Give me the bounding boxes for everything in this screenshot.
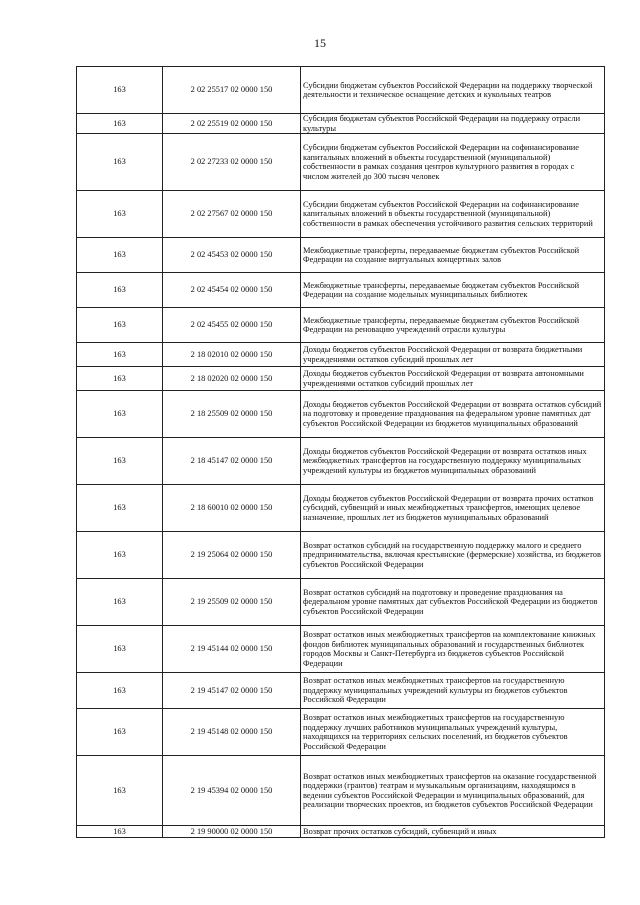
budget-code-cell: 2 19 45147 02 0000 150 (163, 673, 301, 709)
table-row (77, 579, 605, 626)
table-row (77, 709, 605, 756)
table-row (77, 673, 605, 709)
table-row (77, 273, 605, 308)
budget-code-cell: 2 18 45147 02 0000 150 (163, 438, 301, 485)
revenue-name-cell: Межбюджетные трансферты, передаваемые бюджетам субъектов Российской Федерации на реновацию учреждений отрасли культуры (301, 308, 605, 343)
admin-code-cell: 163 (77, 756, 163, 826)
revenue-name-cell: Возврат остатков иных межбюджетных трансфертов на государственную поддержку лучших работников муниципальных учреждений культуры, находящихся на территориях сельских поселений, из бюджетов субъектов Российской Федерации (301, 709, 605, 756)
admin-code-cell: 163 (77, 134, 163, 191)
revenue-name-cell: Доходы бюджетов субъектов Российской Федерации от возврата остатков субсидий на подготовку и проведение празднования на федеральном уровне памятных дат субъектов Российской Федерации из бюджетов муниципальных образований (301, 391, 605, 438)
budget-code-cell: 2 02 45453 02 0000 150 (163, 238, 301, 273)
admin-code-cell: 163 (77, 826, 163, 838)
budget-code-cell: 2 02 27233 02 0000 150 (163, 134, 301, 191)
budget-code-cell: 2 19 45148 02 0000 150 (163, 709, 301, 756)
admin-code-cell: 163 (77, 709, 163, 756)
admin-code-cell: 163 (77, 343, 163, 367)
budget-code-cell: 2 18 60010 02 0000 150 (163, 485, 301, 532)
revenue-name-cell: Возврат прочих остатков субсидий, субвенций и иных (301, 826, 605, 838)
admin-code-cell: 163 (77, 191, 163, 238)
admin-code-cell: 163 (77, 532, 163, 579)
admin-code-cell: 163 (77, 485, 163, 532)
admin-code-cell: 163 (77, 273, 163, 308)
budget-code-cell: 2 19 25509 02 0000 150 (163, 579, 301, 626)
budget-code-cell: 2 19 25064 02 0000 150 (163, 532, 301, 579)
admin-code-cell: 163 (77, 114, 163, 134)
budget-code-cell: 2 19 45394 02 0000 150 (163, 756, 301, 826)
revenue-name-cell: Межбюджетные трансферты, передаваемые бюджетам субъектов Российской Федерации на создание модельных муниципальных библиотек (301, 273, 605, 308)
revenue-name-cell: Возврат остатков субсидий на государственную поддержку малого и среднего предпринимательства, включая крестьянские (фермерские) хозяйства, из бюджетов субъектов Российской Федерации (301, 532, 605, 579)
admin-code-cell: 163 (77, 673, 163, 709)
admin-code-cell: 163 (77, 367, 163, 391)
revenue-name-cell: Доходы бюджетов субъектов Российской Федерации от возврата бюджетными учреждениями остатков субсидий прошлых лет (301, 343, 605, 367)
table-row (77, 343, 605, 367)
budget-code-cell: 2 02 25519 02 0000 150 (163, 114, 301, 134)
admin-code-cell: 163 (77, 308, 163, 343)
admin-code-cell: 163 (77, 67, 163, 114)
table-row (77, 826, 605, 838)
page-number: 15 (314, 36, 326, 50)
table-row (77, 67, 605, 114)
revenue-name-cell: Возврат остатков иных межбюджетных трансфертов на комплектование книжных фондов библиотек муниципальных образований и государственных библиотек городов Москвы и Санкт-Петербурга из бюджетов субъектов Российской Федерации (301, 626, 605, 673)
table-row (77, 485, 605, 532)
revenue-name-cell: Субсидия бюджетам субъектов Российской Федерации на поддержку отрасли культуры (301, 114, 605, 134)
admin-code-cell: 163 (77, 438, 163, 485)
admin-code-cell: 163 (77, 626, 163, 673)
budget-code-cell: 2 02 45455 02 0000 150 (163, 308, 301, 343)
revenue-name-cell: Возврат остатков иных межбюджетных трансфертов на оказание государственной поддержки (грантов) театрам и музыкальным организациям, находящимся в ведении субъектов Российской Федерации и муниципальных образований, для реализации творческих проектов, из бюджетов субъектов Российской Федерации (301, 756, 605, 826)
budget-code-cell: 2 02 25517 02 0000 150 (163, 67, 301, 114)
table-row (77, 238, 605, 273)
table-row (77, 367, 605, 391)
budget-code-cell: 2 02 45454 02 0000 150 (163, 273, 301, 308)
table-row (77, 756, 605, 826)
revenue-name-cell: Возврат остатков субсидий на подготовку и проведение празднования на федеральном уровне памятных дат субъектов Российской Федерации из бюджетов субъектов Российской Федерации (301, 579, 605, 626)
budget-code-cell: 2 18 02010 02 0000 150 (163, 343, 301, 367)
budget-code-cell: 2 19 45144 02 0000 150 (163, 626, 301, 673)
admin-code-cell: 163 (77, 391, 163, 438)
table-row (77, 626, 605, 673)
revenue-name-cell: Доходы бюджетов субъектов Российской Федерации от возврата остатков иных межбюджетных трансфертов на государственную поддержку муниципальных учреждений культуры из бюджетов муниципальных образований (301, 438, 605, 485)
admin-code-cell: 163 (77, 579, 163, 626)
table-row (77, 134, 605, 191)
revenue-name-cell: Субсидии бюджетам субъектов Российской Федерации на софинансирование капитальных вложений в объекты государственной (муниципальной) собственности в рамках создания центров культурного развития в городах с числом жителей до 300 тысяч человек (301, 134, 605, 191)
revenue-name-cell: Доходы бюджетов субъектов Российской Федерации от возврата прочих остатков субсидий, субвенций и иных межбюджетных трансфертов, имеющих целевое назначение, прошлых лет из бюджетов муниципальных образований (301, 485, 605, 532)
budget-classification-table (76, 66, 605, 838)
admin-code-cell: 163 (77, 238, 163, 273)
table-row (77, 532, 605, 579)
table-row (77, 191, 605, 238)
table-row (77, 114, 605, 134)
budget-code-cell: 2 18 02020 02 0000 150 (163, 367, 301, 391)
budget-code-cell: 2 18 25509 02 0000 150 (163, 391, 301, 438)
budget-code-cell: 2 02 27567 02 0000 150 (163, 191, 301, 238)
budget-code-cell: 2 19 90000 02 0000 150 (163, 826, 301, 838)
table-row (77, 308, 605, 343)
revenue-name-cell: Субсидии бюджетам субъектов Российской Федерации на поддержку творческой деятельности и техническое оснащение детских и кукольных театров (301, 67, 605, 114)
table-row (77, 438, 605, 485)
revenue-name-cell: Доходы бюджетов субъектов Российской Федерации от возврата автономными учреждениями остатков субсидий прошлых лет (301, 367, 605, 391)
revenue-name-cell: Возврат остатков иных межбюджетных трансфертов на государственную поддержку муниципальных учреждений культуры из бюджетов субъектов Российской Федерации (301, 673, 605, 709)
revenue-name-cell: Межбюджетные трансферты, передаваемые бюджетам субъектов Российской Федерации на создание виртуальных концертных залов (301, 238, 605, 273)
table-row (77, 391, 605, 438)
revenue-name-cell: Субсидии бюджетам субъектов Российской Федерации на софинансирование капитальных вложений в объекты государственной (муниципальной) собственности в рамках обеспечения устойчивого развития сельских территорий (301, 191, 605, 238)
